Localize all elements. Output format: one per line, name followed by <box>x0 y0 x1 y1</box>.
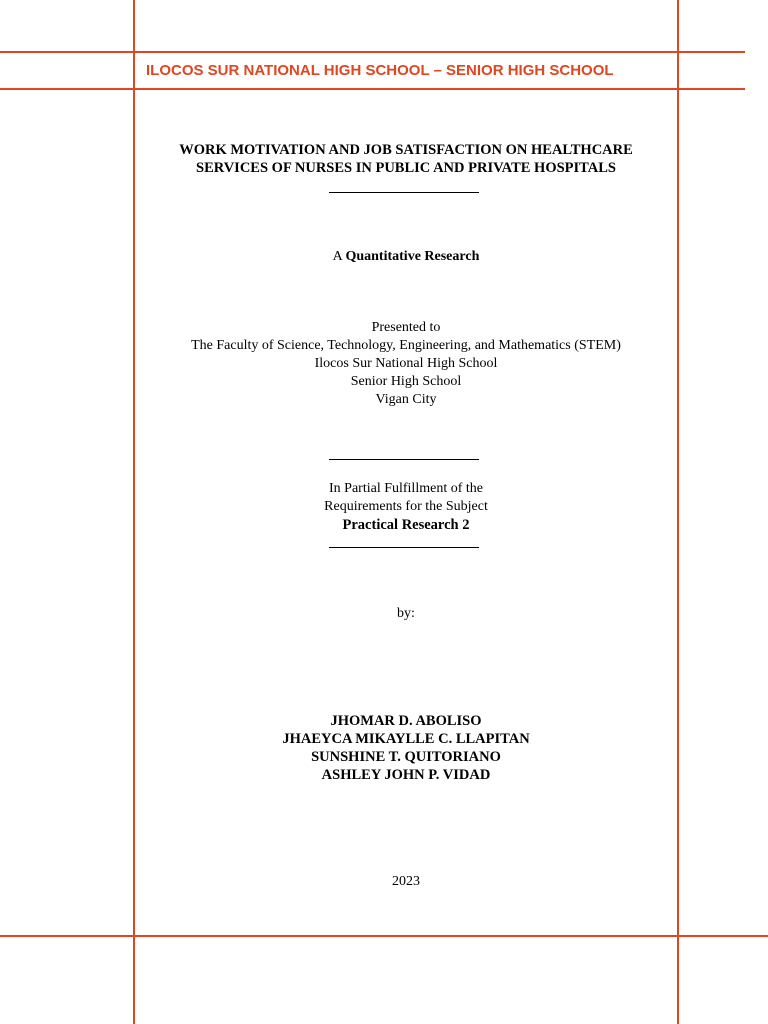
author-name: ASHLEY JOHN P. VIDAD <box>321 767 491 783</box>
title-underline <box>329 192 479 193</box>
title-line-2: SERVICES OF NURSES IN PUBLIC AND PRIVATE HOSPITALS <box>196 160 616 176</box>
frame-right-border <box>677 0 679 1024</box>
header-top-border <box>0 51 745 53</box>
header-bottom-border <box>0 88 745 90</box>
research-type-label: Quantitative Research <box>345 249 480 264</box>
author-name: SUNSHINE T. QUITORIANO <box>311 749 501 765</box>
title-line-1: WORK MOTIVATION AND JOB SATISFACTION ON HEALTHCARE <box>179 142 633 158</box>
year: 2023 <box>392 874 420 889</box>
fulfillment-line-1: In Partial Fulfillment of the <box>329 481 483 496</box>
presented-block <box>135 319 677 409</box>
presented-separator <box>329 459 479 460</box>
research-type <box>135 248 677 266</box>
author-name: JHOMAR D. ABOLISO <box>330 713 482 729</box>
presented-line: Senior High School <box>350 374 462 389</box>
footer-border <box>0 935 768 937</box>
school-header: ILOCOS SUR NATIONAL HIGH SCHOOL – SENIOR HIGH SCHOOL <box>146 62 614 79</box>
research-type-prefix: A <box>332 249 342 264</box>
subject-separator <box>329 547 479 548</box>
presented-line: The Faculty of Science, Technology, Engineering, and Mathematics (STEM) <box>191 338 621 353</box>
fulfillment-block <box>135 480 677 534</box>
document-title <box>135 141 677 177</box>
authors-list <box>135 712 677 784</box>
presented-line: Ilocos Sur National High School <box>314 356 498 371</box>
presented-line: Presented to <box>371 320 441 335</box>
author-name: JHAEYCA MIKAYLLE C. LLAPITAN <box>282 731 530 747</box>
by-label: by: <box>397 606 415 621</box>
presented-line: Vigan City <box>375 392 437 407</box>
subject-name: Practical Research 2 <box>342 517 470 533</box>
fulfillment-line-2: Requirements for the Subject <box>324 499 488 514</box>
